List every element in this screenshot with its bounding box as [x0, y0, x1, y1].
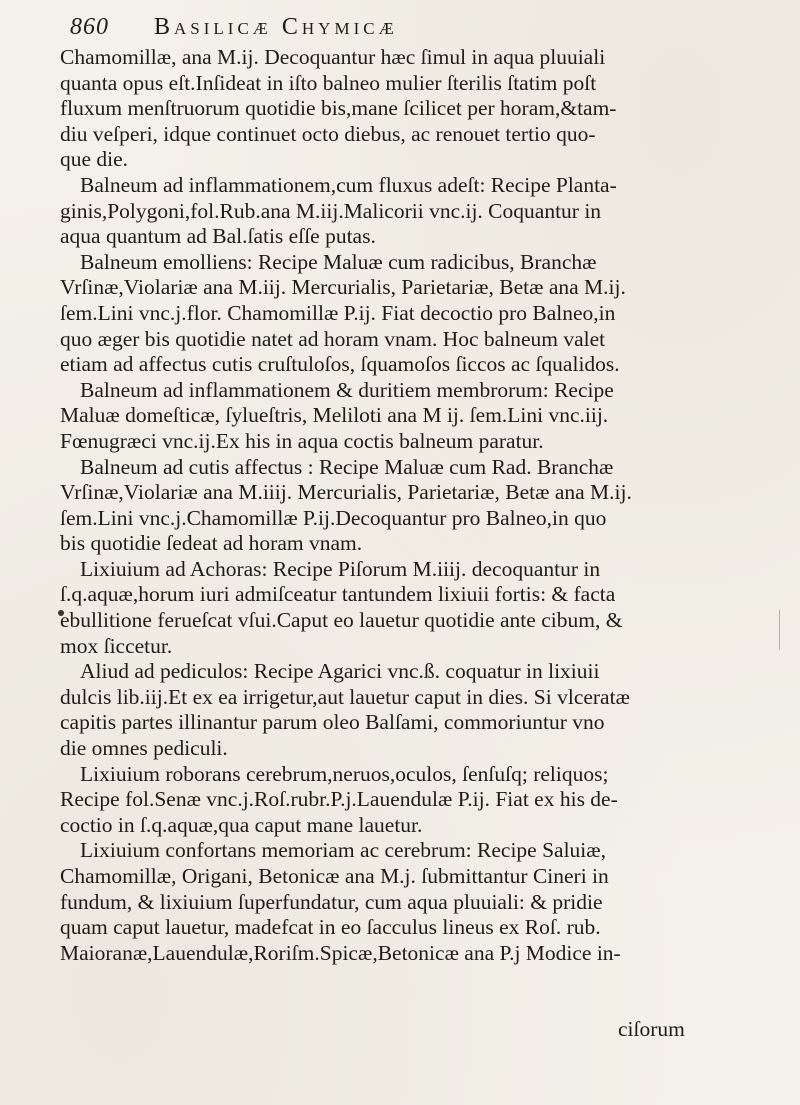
text-line: etiam ad affectus cutis cruſtuloſos, ſquamoſos ſiccos ac ſqualidos.	[60, 352, 620, 377]
text-line: Chamomillæ, ana M.ij. Decoquantur hæc ſimul in aqua pluuiali	[60, 45, 606, 69]
text-line: Vrſinæ,Violariæ ana M.iij. Mercurialis, Parietariæ, Betæ ana M.ij.	[60, 275, 626, 300]
text-line: quam caput lauetur, madefcat in eo ſacculus lineus ex Roſ. rub.	[60, 915, 601, 940]
text-line: aqua quantum ad Bal.ſatis eſſe putas.	[60, 224, 376, 249]
text-line: Maluæ domeſticæ, ſylueſtris, Meliloti ana M ij. ſem.Lini vnc.iij.	[60, 403, 609, 428]
text-line: Chamomillæ, Origani, Betonicæ ana M.j. ſubmittantur Cineri in	[60, 864, 609, 888]
text-line: quanta opus eſt.Inſideat in iſto balneo mulier ſterilis ſtatim poſt	[60, 70, 597, 95]
text-line: mox ſiccetur.	[60, 633, 173, 658]
text-line: Balneum ad cutis affectus : Recipe Maluæ cum Rad. Branchæ	[80, 454, 614, 479]
text-line: fundum, & lixiuium ſuperfundatur, cum aqua pluuiali: & pridie	[60, 889, 603, 914]
running-head: Basilicæ Chymicæ	[154, 14, 398, 40]
catchword: ciſorum	[618, 1017, 685, 1041]
text-line: ebullitione ferueſcat vſui.Caput eo lauetur quotidie ante cibum, &	[60, 608, 623, 633]
text-line: Vrſinæ,Violariæ ana M.iiij. Mercurialis, Parietariæ, Betæ ana M.ij.	[60, 480, 632, 505]
text-line: Lixiuium ad Achoras: Recipe Piſorum M.iiij. decoquantur in	[80, 556, 601, 581]
text-line: que die.	[60, 147, 129, 172]
text-line: ſ.q.aquæ,horum iuri admiſceatur tantundem lixiuii fortis: & facta	[60, 582, 616, 607]
text-line: Balneum emolliens: Recipe Maluæ cum radicibus, Branchæ	[80, 249, 597, 274]
text-line: coctio in ſ.q.aquæ,qua caput mane lauetur.	[60, 812, 423, 837]
text-line: quo æger bis quotidie natet ad horam vnam. Hoc balneum valet	[60, 326, 606, 351]
text-line: Lixiuium confortans memoriam ac cerebrum: Recipe Saluiæ,	[80, 838, 606, 863]
text-line: Balneum ad inflammationem,cum fluxus adeſt: Recipe Planta-	[80, 172, 617, 197]
text-line: ſem.Lini vnc.j.Chamomillæ P.ij.Decoquantur pro Balneo,in quo	[60, 505, 607, 530]
text-line: Recipe fol.Senæ vnc.j.Roſ.rubr.P.j.Lauendulæ P.ij. Fiat ex his de-	[60, 787, 618, 812]
text-line: bis quotidie ſedeat ad horam vnam.	[60, 531, 363, 556]
text-line: Maioranæ,Lauendulæ,Roriſm.Spicæ,Betonicæ ana P.j Modice in-	[60, 940, 621, 965]
text-line: capitis partes illinantur parum oleo Balſami, commoriuntur vno	[60, 710, 605, 735]
text-line: dulcis lib.iij.Et ex ea irrigetur,aut lauetur caput in dies. Si vlceratæ	[60, 684, 630, 709]
text-line: Lixiuium roborans cerebrum,neruos,oculos, ſenſuſq; reliquos;	[80, 761, 609, 786]
text-line: ginis,Polygoni,fol.Rub.ana M.iij.Malicorii vnc.ij. Coquantur in	[60, 198, 602, 223]
text-line: Balneum ad inflammationem & duritiem membrorum: Recipe	[80, 377, 614, 402]
text-line: die omnes pediculi.	[60, 736, 228, 761]
text-line: Aliud ad pediculos: Recipe Agarici vnc.ß. coquatur in lixiuii	[80, 659, 600, 684]
page-header	[70, 14, 750, 44]
text-line: ſem.Lini vnc.j.flor. Chamomillæ P.ij. Fiat decoctio pro Balneo,in	[60, 300, 616, 325]
text-line: diu veſperi, idque continuet octo diebus, ac renouet tertio quo-	[60, 121, 596, 146]
page-number: 860	[70, 14, 109, 40]
text-line: Fœnugræci vnc.ij.Ex his in aqua coctis balneum paratur.	[60, 428, 544, 453]
body-text	[58, 45, 758, 966]
text-line: fluxum menſtruorum quotidie bis,mane ſcilicet per horam,&tam-	[60, 96, 617, 121]
